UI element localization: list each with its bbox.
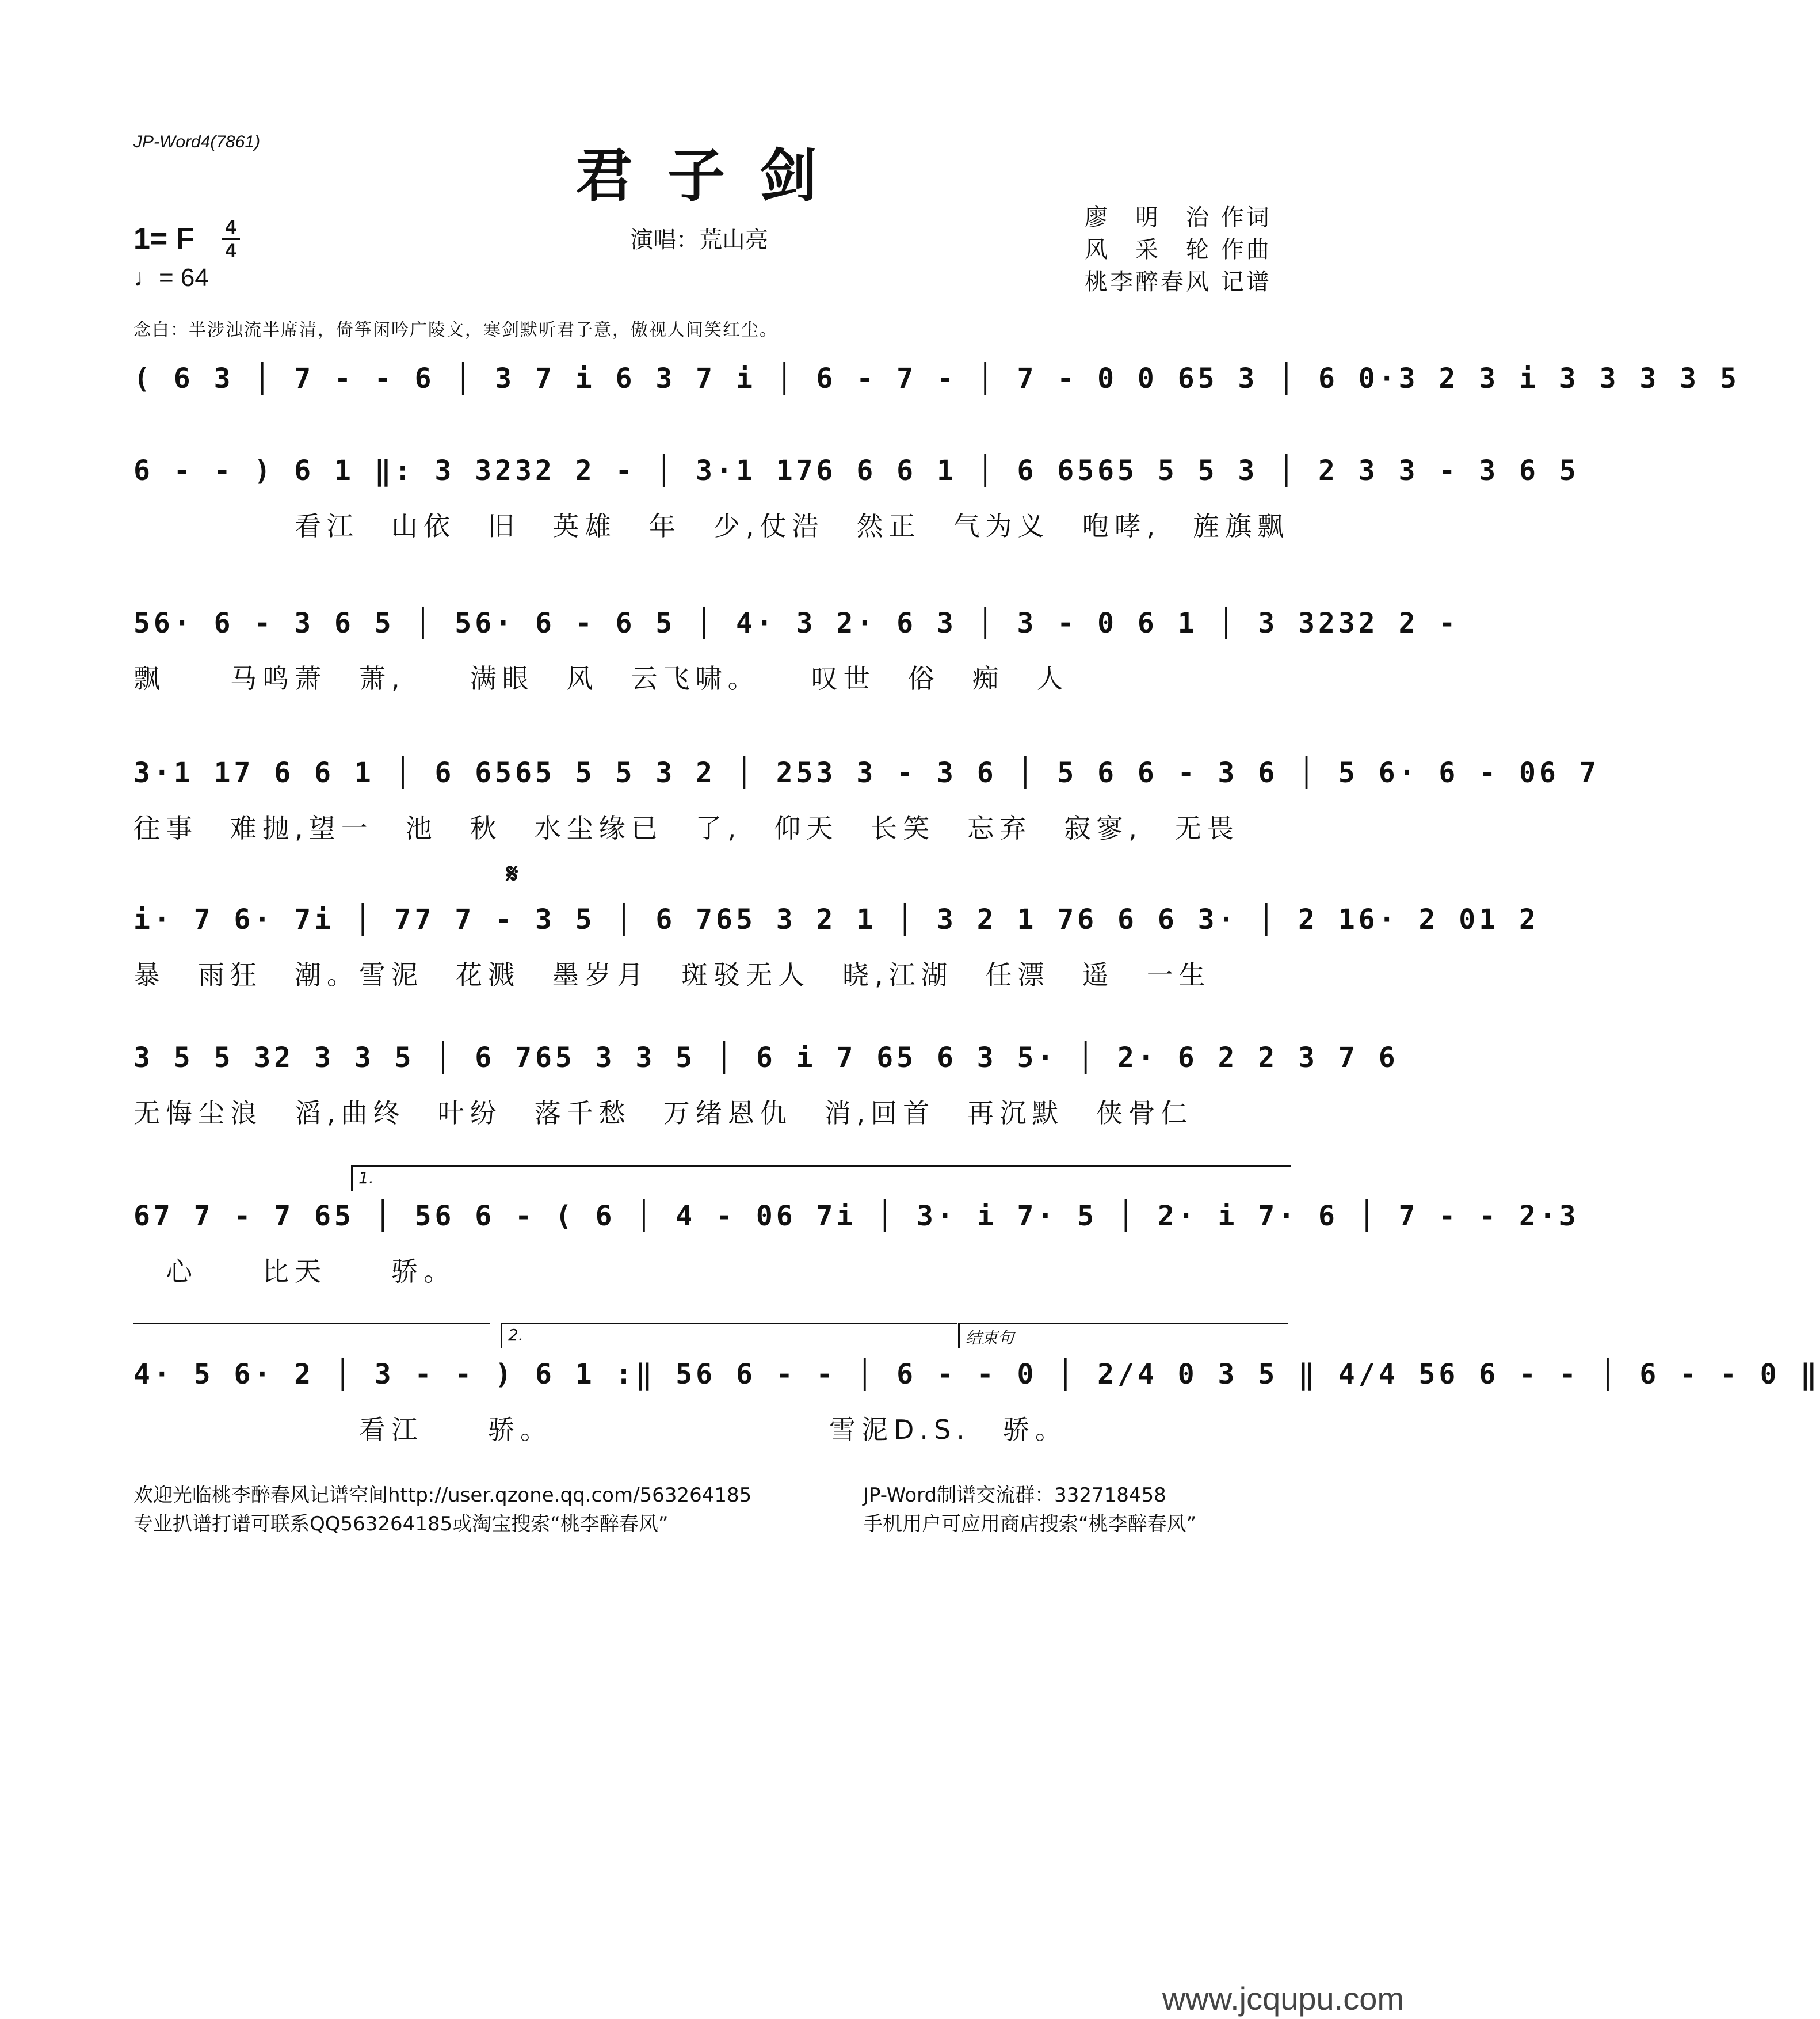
- singer-credit: 演唱：荒山亮: [630, 227, 768, 253]
- coda-bracket: 结束句: [958, 1323, 1288, 1348]
- notation-line: 6 - - ) 6 1 ‖: 3 3232 2 - │ 3·1 176 6 6 1 │ 6 6565 5 5 3 │ 2 3 3 - 3 6 5: [133, 455, 1579, 487]
- score-system-8: [133, 1358, 1820, 1450]
- lyrics-line: 往事 难抛,望一 池 秋 水尘缘已 了, 仰天 长笑 忘弃 寂寥, 无畏: [133, 813, 1239, 844]
- composer-credit: 风 采 轮 作曲: [1085, 237, 1272, 263]
- notation-line: 3 5 5 32 3 3 5 │ 6 765 3 3 5 │ 6 i 7 65 6 3 5· │ 2· 6 2 2 3 7 6: [133, 1042, 1399, 1074]
- score-system-3: [133, 607, 1459, 699]
- notation-line: 4· 5 6· 2 │ 3 - - ) 6 1 :‖ 56 6 - - │ 6 - - 0 │ 2/4 0 3 5 ‖ 4/4 56 6 - - │ 6 - - 0 ‖: [133, 1358, 1820, 1391]
- lyrics-line: 暴 雨狂 潮。雪泥 花溅 墨岁月 斑驳无人 晓,江湖 任漂 遥 一生: [133, 959, 1211, 991]
- first-ending-continuation: [133, 1323, 490, 1324]
- footer-contact: 专业扒谱打谱可联系QQ563264185或淘宝搜索“桃李醉春风”: [133, 1513, 669, 1536]
- score-system-7: [133, 1200, 1579, 1292]
- footer-website: 欢迎光临桃李醉春风记谱空间http://user.qzone.qq.com/563264185: [133, 1484, 752, 1507]
- time-denominator: 4: [225, 240, 236, 262]
- first-ending-bracket: 1.: [351, 1165, 1291, 1191]
- notation-line: i· 7 6· 7i │ 77 7 - 3 5 │ 6 765 3 2 1 │ 3 2 1 76 6 6 3· │ 2 16· 2 01 2: [133, 904, 1539, 936]
- footer-app: 手机用户可应用商店搜索“桃李醉春风”: [863, 1513, 1197, 1536]
- transcriber-credit: 桃李醉春风 记谱: [1085, 269, 1272, 295]
- score-system-1: [133, 363, 1740, 409]
- notation-line: ( 6 3 │ 7 - - 6 │ 3 7 i 6 3 7 i │ 6 - 7 - │ 7 - 0 0 65 3 │ 6 0·3 2 3 i 3 3 3 3 5: [133, 363, 1740, 395]
- lyrics-line: 无悔尘浪 滔,曲终 叶纷 落千愁 万绪恩仇 消,回首 再沉默 侠骨仁: [133, 1098, 1193, 1129]
- time-signature: [222, 218, 240, 261]
- site-watermark: www.jcqupu.com: [1162, 1980, 1404, 2017]
- score-system-5: [133, 904, 1539, 996]
- lyrics-line: 飘 马鸣萧 萧, 满眼 风 云飞啸。 叹世 俗 痴 人: [133, 663, 1069, 694]
- notation-line: 67 7 - 7 65 │ 56 6 - ( 6 │ 4 - 06 7i │ 3· i 7· 5 │ 2· i 7· 6 │ 7 - - 2·3: [133, 1200, 1579, 1232]
- song-title: 君子剑: [575, 142, 852, 209]
- score-system-6: [133, 1042, 1399, 1134]
- footer-group: JP-Word制谱交流群：332718458: [863, 1484, 1166, 1507]
- score-system-4: [133, 757, 1600, 849]
- notation-line: 3·1 17 6 6 1 │ 6 6565 5 5 3 2 │ 253 3 - 3 6 │ 5 6 6 - 3 6 │ 5 6· 6 - 06 7: [133, 757, 1600, 789]
- lyricist-credit: 廖 明 治 作词: [1085, 204, 1272, 231]
- recitation-text: 念白：半涉浊流半席清，倚筝闲吟广陵文，寒剑默听君子意，傲视人间笑红尘。: [133, 320, 778, 340]
- lyrics-line: 看江 骄。 雪泥D.S. 骄。: [133, 1414, 1067, 1445]
- lyrics-line: 心 比天 骄。: [133, 1256, 456, 1287]
- notation-line: 56· 6 - 3 6 5 │ 56· 6 - 6 5 │ 4· 3 2· 6 3 │ 3 - 0 6 1 │ 3 3232 2 -: [133, 607, 1459, 639]
- credits-block: [1085, 201, 1272, 298]
- tempo-marking: ♩= 64: [133, 264, 209, 292]
- lyrics-line: 看江 山依 旧 英雄 年 少,仗浩 然正 气为义 咆哮, 旌旗飘: [133, 511, 1290, 542]
- second-ending-bracket: 2.: [501, 1323, 957, 1348]
- score-system-2: [133, 455, 1579, 547]
- software-version: JP-Word4(7861): [133, 132, 261, 151]
- key-signature: 1= F: [133, 222, 194, 256]
- time-numerator: 4: [225, 216, 236, 238]
- segno-sign: 𝄋: [506, 858, 518, 890]
